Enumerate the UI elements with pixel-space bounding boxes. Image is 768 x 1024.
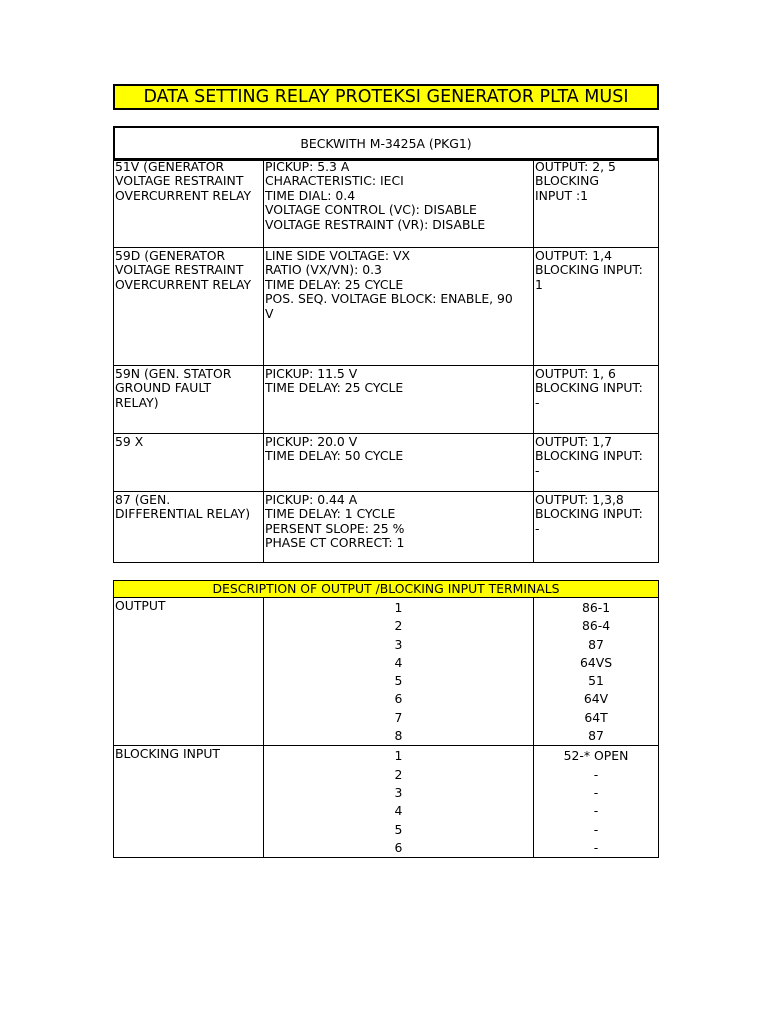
relay-output-cell bbox=[534, 366, 659, 434]
relay-settings-cell bbox=[264, 248, 534, 366]
output-terminal-number: 4 bbox=[394, 654, 403, 670]
blocking-terminal-value: - bbox=[593, 803, 599, 819]
blocking-terminal-value: - bbox=[593, 839, 599, 855]
relay-settings-line: PICKUP: 20.0 V bbox=[265, 434, 358, 449]
blocking-terminal-value: - bbox=[593, 821, 599, 837]
relay-settings-line: VOLTAGE RESTRAINT (VR): DISABLE bbox=[265, 216, 486, 232]
output-terminal-number: 5 bbox=[394, 673, 403, 689]
output-numbers bbox=[264, 598, 534, 746]
relay-settings-line: TIME DELAY: 25 CYCLE bbox=[265, 276, 404, 292]
output-terminal-number: 1 bbox=[394, 600, 403, 615]
blocking-terminal-number: 1 bbox=[394, 748, 403, 764]
relay-settings-cell bbox=[264, 159, 534, 248]
blocking-terminal-number: 6 bbox=[394, 839, 403, 855]
relay-function-line: 51V (GENERATOR bbox=[115, 159, 225, 174]
relay-output-line: BLOCKING INPUT: bbox=[535, 506, 643, 522]
output-terminal-number: 3 bbox=[394, 636, 403, 652]
relay-function-line: 59N (GEN. STATOR bbox=[115, 366, 232, 381]
relay-settings-line: PICKUP: 5.3 A bbox=[265, 159, 350, 174]
output-values bbox=[534, 598, 659, 746]
relay-function-line: OVERCURRENT RELAY bbox=[115, 276, 252, 292]
output-terminal-value: 64VS bbox=[579, 654, 613, 670]
blocking-section bbox=[114, 746, 659, 858]
blocking-label: BLOCKING INPUT bbox=[114, 746, 264, 858]
blocking-terminal-value: 52-* OPEN bbox=[563, 748, 629, 764]
relay-settings-line: POS. SEQ. VOLTAGE BLOCK: ENABLE, 90 bbox=[265, 291, 513, 307]
relay-settings-line: TIME DELAY: 25 CYCLE bbox=[265, 380, 404, 396]
relay-settings-cell bbox=[264, 492, 534, 563]
relay-function-line: VOLTAGE RESTRAINT bbox=[115, 173, 244, 189]
blocking-terminal-number: 3 bbox=[394, 784, 403, 800]
output-section bbox=[114, 598, 659, 746]
relay-output-cell bbox=[534, 434, 659, 492]
relay-output-line: INPUT :1 bbox=[535, 187, 589, 203]
output-terminal-value: 51 bbox=[588, 673, 604, 689]
relay-settings-line: V bbox=[265, 305, 274, 321]
relay-output-cell bbox=[534, 248, 659, 366]
terminal-description-table bbox=[113, 580, 659, 858]
relay-settings-line: PERSENT SLOPE: 25 % bbox=[265, 520, 405, 536]
relay-function-line: 59 X bbox=[115, 434, 144, 449]
output-terminal-value: 64T bbox=[584, 709, 608, 725]
relay-settings-line: LINE SIDE VOLTAGE: VX bbox=[265, 248, 411, 263]
relay-row bbox=[114, 248, 659, 366]
relay-row bbox=[114, 159, 659, 248]
relay-settings-line: RATIO (VX/VN): 0.3 bbox=[265, 262, 382, 278]
relay-function-cell bbox=[114, 248, 264, 366]
output-terminal-value: 86-1 bbox=[581, 600, 611, 615]
relay-output-line: OUTPUT: 1,4 bbox=[535, 248, 612, 263]
output-terminal-value: 87 bbox=[588, 728, 604, 744]
output-terminal-number: 6 bbox=[394, 691, 403, 707]
relay-function-cell bbox=[114, 159, 264, 248]
relay-settings-cell bbox=[264, 434, 534, 492]
relay-function-line: 87 (GEN. bbox=[115, 492, 171, 507]
relay-row bbox=[114, 492, 659, 563]
output-label: OUTPUT bbox=[114, 598, 264, 746]
relay-output-line: - bbox=[535, 520, 540, 536]
output-terminal-number: 8 bbox=[394, 728, 403, 744]
relay-function-cell bbox=[114, 434, 264, 492]
relay-function-cell bbox=[114, 366, 264, 434]
terminal-table-header: DESCRIPTION OF OUTPUT /BLOCKING INPUT TERMINALS bbox=[114, 581, 659, 598]
relay-table-header: BECKWITH M-3425A (PKG1) bbox=[113, 126, 659, 161]
relay-settings-line: TIME DELAY: 1 CYCLE bbox=[265, 506, 396, 522]
output-terminal-number: 7 bbox=[394, 709, 403, 725]
blocking-terminal-number: 2 bbox=[394, 766, 403, 782]
relay-settings-line: TIME DIAL: 0.4 bbox=[265, 187, 356, 203]
output-terminal-value: 87 bbox=[588, 636, 604, 652]
blocking-terminal-value: - bbox=[593, 784, 599, 800]
blocking-terminal-number: 4 bbox=[394, 803, 403, 819]
relay-settings-line: PHASE CT CORRECT: 1 bbox=[265, 535, 405, 551]
relay-settings-line: TIME DELAY: 50 CYCLE bbox=[265, 448, 404, 464]
relay-function-line: GROUND FAULT bbox=[115, 380, 212, 396]
relay-row bbox=[114, 434, 659, 492]
relay-output-line: BLOCKING INPUT: bbox=[535, 380, 643, 396]
relay-output-line: OUTPUT: 1, 6 bbox=[535, 366, 616, 381]
relay-output-line: OUTPUT: 2, 5 bbox=[535, 159, 616, 174]
relay-output-line: BLOCKING INPUT: bbox=[535, 262, 643, 278]
relay-function-cell bbox=[114, 492, 264, 563]
relay-output-line: OUTPUT: 1,7 bbox=[535, 434, 612, 449]
relay-function-line: OVERCURRENT RELAY bbox=[115, 187, 252, 203]
relay-output-cell bbox=[534, 159, 659, 248]
output-terminal-value: 64V bbox=[583, 691, 609, 707]
blocking-terminal-value: - bbox=[593, 766, 599, 782]
relay-settings-cell bbox=[264, 366, 534, 434]
relay-output-line: - bbox=[535, 462, 540, 478]
relay-settings-line: CHARACTERISTIC: IECI bbox=[265, 173, 404, 189]
relay-row bbox=[114, 366, 659, 434]
relay-function-line: RELAY) bbox=[115, 394, 159, 410]
output-terminal-value: 86-4 bbox=[581, 618, 611, 634]
relay-output-line: 1 bbox=[535, 276, 543, 292]
document-title: DATA SETTING RELAY PROTEKSI GENERATOR PLTA MUSI bbox=[113, 84, 659, 110]
relay-settings-line: PICKUP: 0.44 A bbox=[265, 492, 358, 507]
relay-settings-table bbox=[113, 158, 659, 563]
relay-function-line: VOLTAGE RESTRAINT bbox=[115, 262, 244, 278]
blocking-values bbox=[534, 746, 659, 858]
blocking-terminal-number: 5 bbox=[394, 821, 403, 837]
relay-output-line: BLOCKING bbox=[535, 173, 600, 189]
relay-output-line: BLOCKING INPUT: bbox=[535, 448, 643, 464]
relay-output-cell bbox=[534, 492, 659, 563]
relay-output-line: - bbox=[535, 394, 540, 410]
output-terminal-number: 2 bbox=[394, 618, 403, 634]
relay-output-line: OUTPUT: 1,3,8 bbox=[535, 492, 624, 507]
relay-settings-line: VOLTAGE CONTROL (VC): DISABLE bbox=[265, 202, 477, 218]
relay-function-line: DIFFERENTIAL RELAY) bbox=[115, 506, 251, 522]
relay-settings-line: PICKUP: 11.5 V bbox=[265, 366, 358, 381]
relay-function-line: 59D (GENERATOR bbox=[115, 248, 226, 263]
blocking-numbers bbox=[264, 746, 534, 858]
